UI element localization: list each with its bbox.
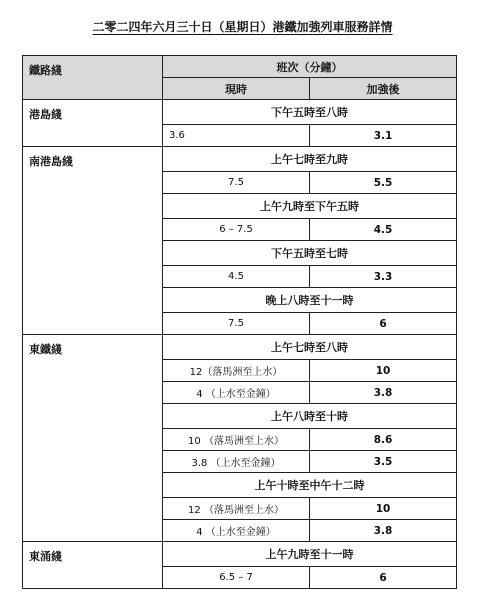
header-line: 鐵路綫	[23, 56, 163, 100]
header-interval: 班次（分鐘）	[163, 56, 457, 78]
current-interval: 10 （落馬洲至上水）	[163, 429, 310, 451]
line-name: 東涌綫	[23, 542, 163, 589]
header-enhanced: 加強後	[310, 78, 457, 100]
period-label: 上午十時至中午十二時	[163, 473, 457, 498]
period-label: 上午七時至九時	[163, 147, 457, 172]
table-row	[23, 147, 457, 172]
enhanced-interval: 3.1	[310, 125, 457, 147]
page-title-text: 二零二四年六月三十日（星期日）港鐵加強列車服務詳情	[92, 20, 393, 34]
enhanced-interval: 8.6	[310, 429, 457, 451]
line-name: 南港島綫	[23, 147, 163, 335]
line-name: 港島綫	[23, 100, 163, 147]
enhanced-interval: 10	[310, 498, 457, 520]
period-label: 上午九時至下午五時	[163, 194, 457, 219]
page-title	[0, 18, 485, 35]
enhanced-interval: 10	[310, 360, 457, 382]
period-label: 上午七時至八時	[163, 335, 457, 360]
current-interval: 6 – 7.5	[163, 219, 310, 241]
current-interval: 6.5 – 7	[163, 567, 310, 589]
enhanced-interval: 4.5	[310, 219, 457, 241]
table-row	[23, 335, 457, 360]
period-label: 晚上八時至十一時	[163, 288, 457, 313]
current-interval: 4 （上水至金鐘）	[163, 520, 310, 542]
enhanced-interval: 3.3	[310, 266, 457, 288]
enhanced-interval: 3.8	[310, 520, 457, 542]
line-name: 東鐵綫	[23, 335, 163, 542]
table-row	[23, 542, 457, 567]
current-interval: 7.5	[163, 313, 310, 335]
enhanced-interval: 3.5	[310, 451, 457, 473]
current-interval: 3.8 （上水至金鐘）	[163, 451, 310, 473]
header-row-1	[23, 56, 457, 78]
current-interval: 3.6	[163, 125, 310, 147]
period-label: 上午九時至十一時	[163, 542, 457, 567]
current-interval: 12 （落馬洲至上水）	[163, 498, 310, 520]
enhanced-interval: 6	[310, 567, 457, 589]
table-row	[23, 100, 457, 125]
period-label: 上午八時至十時	[163, 404, 457, 429]
period-label: 下午五時至八時	[163, 100, 457, 125]
period-label: 下午五時至七時	[163, 241, 457, 266]
current-interval: 4 （上水至金鐘）	[163, 382, 310, 404]
enhanced-interval: 5.5	[310, 172, 457, 194]
service-table	[22, 55, 457, 589]
header-current: 現時	[163, 78, 310, 100]
enhanced-interval: 6	[310, 313, 457, 335]
current-interval: 4.5	[163, 266, 310, 288]
enhanced-interval: 3.8	[310, 382, 457, 404]
current-interval: 7.5	[163, 172, 310, 194]
current-interval: 12（落馬洲至上水）	[163, 360, 310, 382]
